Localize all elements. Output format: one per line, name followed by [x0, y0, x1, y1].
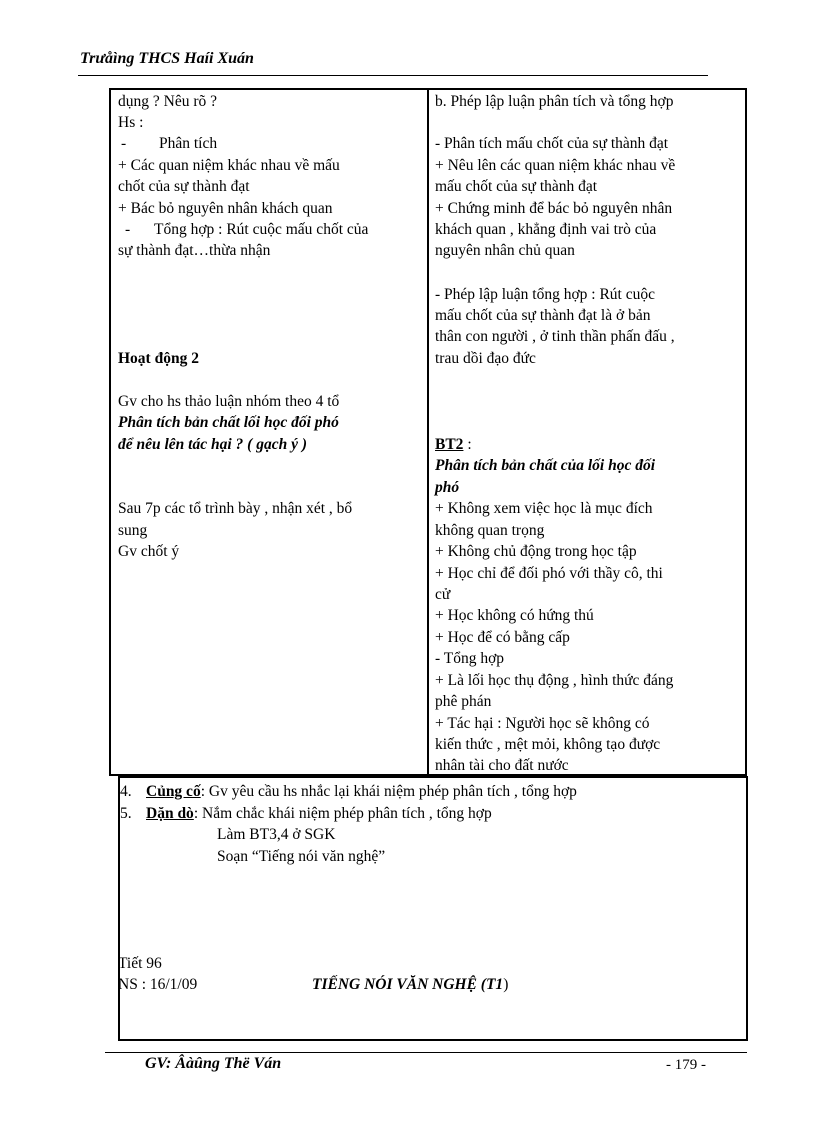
left-line: Phân tích — [159, 135, 218, 152]
homework-text: : Nắm chắc khái niệm phép phân tích , tổng hợp — [193, 805, 492, 822]
right-line: Phân tích bản chất của lối học đối — [435, 457, 656, 474]
right-line: + Chứng minh để bác bỏ nguyên nhân — [435, 200, 673, 217]
left-line: dụng ? Nêu rõ ? — [118, 93, 217, 110]
homework-label: Dặn dò — [146, 805, 194, 822]
right-line: b. Phép lập luận phân tích và tổng hợp — [435, 93, 674, 110]
lesson-date: NS : 16/1/09 — [118, 976, 198, 993]
section-heading: Hoạt động 2 — [118, 350, 199, 367]
consolidation-line — [146, 783, 577, 801]
left-line: - — [125, 221, 131, 238]
left-line: Hs : — [118, 114, 144, 131]
right-line: - Phân tích mấu chốt của sự thành đạt — [435, 135, 669, 152]
consolidation-label: Củng cố — [146, 783, 201, 800]
right-line: + Là lối học thụ động , hình thức đáng — [435, 672, 674, 689]
exercise-colon: : — [463, 436, 472, 453]
right-line: phê phán — [435, 693, 492, 710]
right-line: + Học để có bằng cấp — [435, 629, 570, 646]
left-line: Phân tích bản chất lối học đối phó — [118, 414, 339, 431]
left-line: Tổng hợp : Rút cuộc mấu chốt của — [154, 221, 369, 238]
homework-line: Soạn “Tiếng nói văn nghệ” — [217, 848, 386, 865]
right-line: - Tổng hợp — [435, 650, 505, 667]
lesson-title — [312, 976, 508, 994]
right-line: mấu chốt của sự thành đạt là ở bản — [435, 307, 651, 324]
left-line: Sau 7p các tổ trình bày , nhận xét , bổ — [118, 500, 353, 517]
header-rule — [78, 75, 708, 76]
right-line: + Học không có hứng thú — [435, 607, 594, 624]
right-line: cử — [435, 586, 451, 603]
left-line: Gv cho hs thảo luận nhóm theo 4 tổ — [118, 393, 340, 410]
left-line: + Bác bỏ nguyên nhân khách quan — [118, 200, 333, 217]
right-line: + Học chỉ để đối phó với thầy cô, thi — [435, 565, 663, 582]
lesson-title-text: TIẾNG NÓI VĂN NGHỆ (T1 — [312, 976, 504, 993]
consolidation-text: : Gv yêu cầu hs nhắc lại khái niệm phép phân tích , tổng hợp — [200, 783, 577, 800]
left-line: để nêu lên tác hại ? ( gạch ý ) — [118, 436, 307, 453]
left-line: + Các quan niệm khác nhau về mấu — [118, 157, 340, 174]
right-line: + Không chủ động trong học tập — [435, 543, 637, 560]
column-divider — [427, 89, 429, 775]
right-line: không quan trọng — [435, 522, 545, 539]
left-line: sung — [118, 522, 148, 539]
exercise-heading — [435, 436, 472, 454]
right-line: mấu chốt của sự thành đạt — [435, 178, 598, 195]
footer-rule — [105, 1052, 747, 1053]
right-line: thân con người , ở tinh thần phấn đấu , — [435, 328, 675, 345]
homework-line — [146, 805, 492, 823]
left-line: Gv chốt ý — [118, 543, 180, 560]
right-line: khách quan , khẳng định vai trò của — [435, 221, 657, 238]
right-line: - Phép lập luận tổng hợp : Rút cuộc — [435, 286, 655, 303]
page-number: - 179 - — [666, 1057, 706, 1073]
right-line: + Tác hại : Người học sẽ không có — [435, 715, 650, 732]
exercise-label: BT2 — [435, 436, 464, 453]
right-line: nhân tài cho đất nước — [435, 757, 569, 774]
lesson-title-end: ) — [503, 976, 509, 993]
header-school: Trưåìng THCS Haíi Xuán — [80, 50, 254, 67]
right-line: kiến thức , mệt mỏi, không tạo được — [435, 736, 661, 753]
right-line: + Không xem việc học là mục đích — [435, 500, 653, 517]
left-line: chốt của sự thành đạt — [118, 178, 250, 195]
left-line: sự thành đạt…thừa nhận — [118, 242, 271, 259]
left-line: - — [121, 135, 127, 152]
right-line: trau dồi đạo đức — [435, 350, 536, 367]
right-line: nguyên nhân chủ quan — [435, 242, 575, 259]
item-number: 4. — [120, 783, 132, 800]
right-line: phó — [435, 479, 460, 496]
homework-line: Làm BT3,4 ở SGK — [217, 826, 336, 843]
lesson-period: Tiết 96 — [118, 955, 162, 972]
right-line: + Nêu lên các quan niệm khác nhau về — [435, 157, 676, 174]
item-number: 5. — [120, 805, 132, 822]
footer-teacher: GV: Âàûng Thë Ván — [145, 1055, 282, 1072]
